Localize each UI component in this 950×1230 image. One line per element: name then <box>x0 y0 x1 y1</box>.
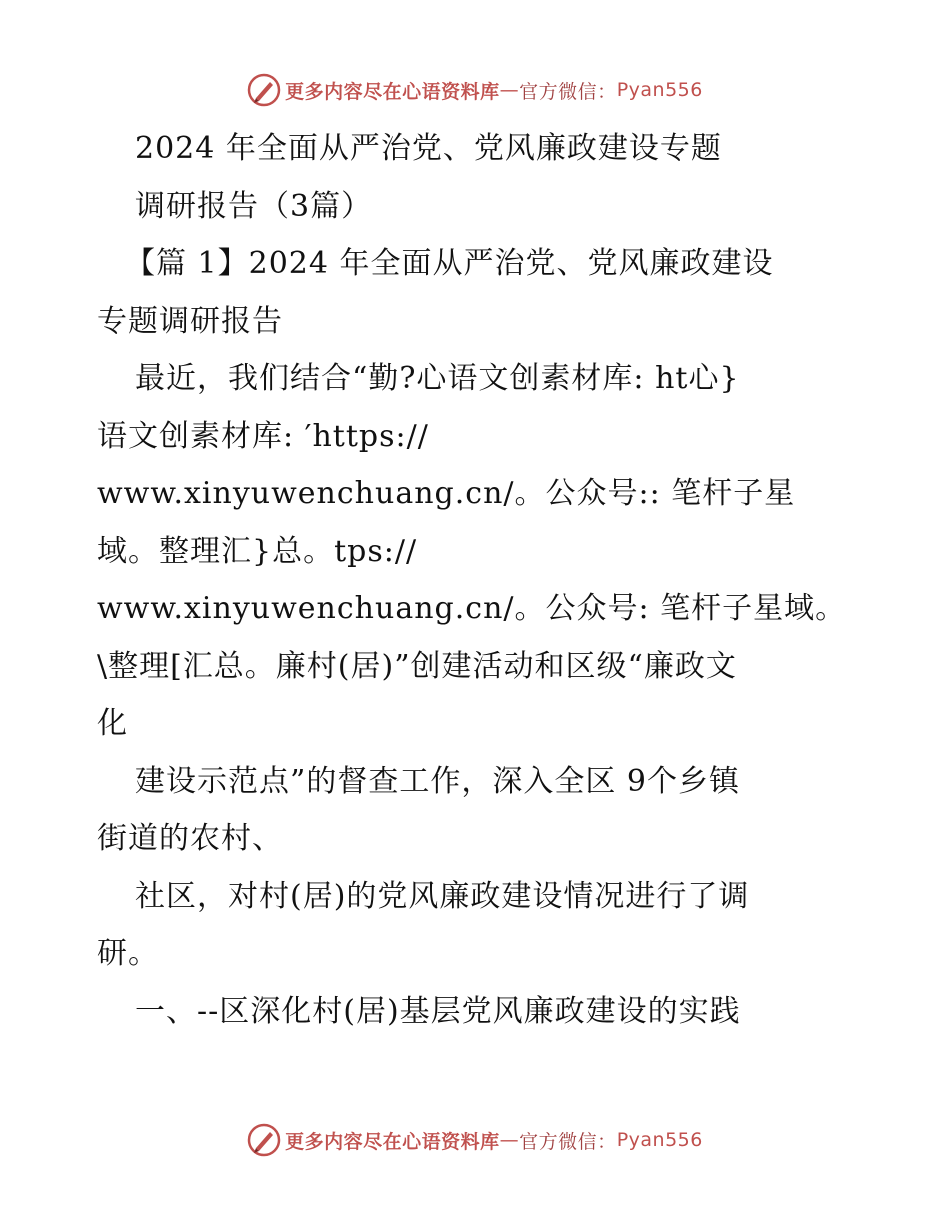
paragraph-line: 建设示范点”的督查工作，深入全区 9个乡镇 <box>135 763 740 799</box>
watermark-account: Pyan556 <box>616 1129 703 1151</box>
watermark-footer <box>0 1120 950 1160</box>
paragraph-line: 化 <box>97 706 128 741</box>
watermark-dash: — <box>499 1129 520 1151</box>
paragraph-line: www.xinyuwenchuang.cn/。公众号: 笔杆子星域。 <box>97 591 847 626</box>
paragraph-line: 社区，对村(居)的党风廉政建设情况进行了调 <box>135 878 750 914</box>
watermark-text: 更多内容尽在心语资料库 <box>285 1130 500 1153</box>
paragraph-line: www.xinyuwenchuang.cn/。公众号:: 笔杆子星 <box>97 476 796 511</box>
watermark-text: 更多内容尽在心语资料库 <box>285 80 500 103</box>
watermark-header <box>0 70 950 110</box>
doc-title-line-1: 2024 年全面从严治党、党风廉政建设专题 <box>135 131 722 166</box>
section-heading-line-2: 专题调研报告 <box>97 303 283 339</box>
paragraph-line: 域。整理汇}总。tps:// <box>97 533 418 569</box>
subsection-heading: 一、--区深化村(居)基层党风廉政建设的实践 <box>135 993 741 1029</box>
paragraph-line: 研。 <box>97 936 159 971</box>
paragraph-line: 街道的农村、 <box>97 821 283 856</box>
paragraph-line: \整理[汇总。廉村(居)”创建活动和区级“廉政文 <box>97 648 737 684</box>
watermark-dash: — <box>499 79 520 101</box>
pen-logo-icon <box>247 1123 281 1157</box>
watermark-label: 官方微信： <box>519 1130 617 1153</box>
paragraph-line: 语文创素材库: ′https:// <box>97 418 429 454</box>
watermark-account: Pyan556 <box>616 79 703 101</box>
document-body <box>97 120 857 1040</box>
pen-logo-icon <box>247 73 281 107</box>
doc-title-line-2: 调研报告（3篇） <box>135 188 373 224</box>
section-heading-line-1: 【篇 1】2024 年全面从严治党、党风廉政建设 <box>125 246 774 281</box>
paragraph-line: 最近，我们结合“勤?心语文创素材库: ht心} <box>135 361 740 396</box>
watermark-label: 官方微信： <box>519 80 617 103</box>
